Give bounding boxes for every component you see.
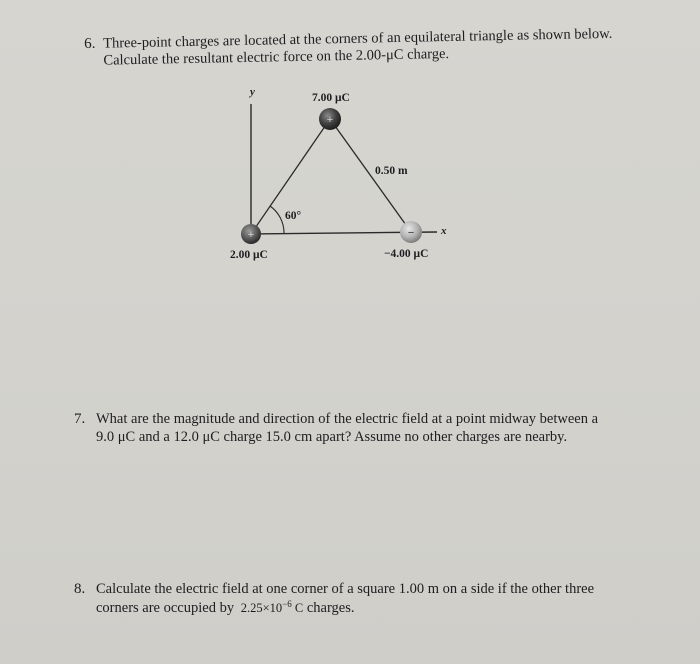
- q8-unit: C: [294, 601, 304, 616]
- left-charge-plus-sign: +: [247, 229, 255, 241]
- q8-text-a: corners are occupied by: [96, 600, 235, 617]
- side-length-label: 0.50 m: [375, 165, 408, 177]
- left-charge-label: 2.00 μC: [230, 249, 268, 261]
- right-charge-minus-sign: −: [407, 227, 415, 239]
- top-charge-label: 7.00 μC: [312, 92, 350, 104]
- q8-sci-notation: [241, 601, 303, 615]
- question-number: 7.: [74, 411, 86, 427]
- x-axis-label: x: [441, 225, 447, 237]
- angle-arc: [270, 206, 284, 233]
- question-number: 6.: [84, 35, 96, 52]
- q8-mantissa: 2.25×10: [240, 601, 283, 616]
- question-text-line: Three-point charges are located at the corners of an equilateral triangle as shown below.: [102, 25, 613, 52]
- top-charge-plus-sign: +: [326, 114, 334, 126]
- right-charge-label: −4.00 μC: [384, 248, 429, 260]
- question-text-line-2: [96, 599, 354, 617]
- q8-exponent: −6: [282, 599, 292, 609]
- question-text-line: Calculate the resultant electric force on the 2.00-μC charge.: [103, 45, 450, 69]
- q8-text-d: charges.: [306, 600, 355, 617]
- question-number: 8.: [74, 581, 86, 597]
- question-text-line: What are the magnitude and direction of the electric field at a point midway between a: [96, 411, 599, 427]
- angle-label: 60°: [285, 210, 302, 222]
- y-axis-label: y: [250, 86, 255, 98]
- question-text-line: Calculate the electric field at one corner of a square 1.00 m on a side if the other three: [96, 581, 595, 597]
- question-text-line: 9.0 μC and a 12.0 μC charge 15.0 cm apart? Assume no other charges are nearby.: [96, 429, 568, 445]
